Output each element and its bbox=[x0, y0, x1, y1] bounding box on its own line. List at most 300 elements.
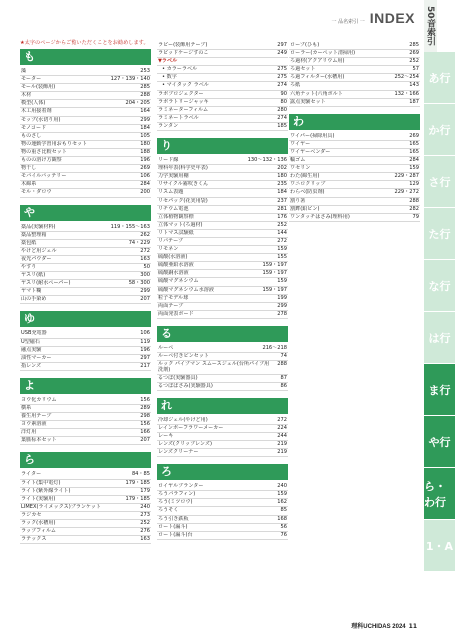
entry-name: 冷却ジェル(やけど用) bbox=[158, 416, 208, 423]
entry-pages: 87 bbox=[280, 374, 287, 381]
section-heading: わ bbox=[289, 114, 420, 130]
index-entry bbox=[157, 295, 288, 303]
index-entry bbox=[20, 133, 151, 141]
entry-pages: 180 bbox=[140, 140, 150, 147]
entry-name: リサイクル霧吹きくん bbox=[158, 181, 209, 188]
entry-name: ルック パイプマン スムースジェル(台所パイプ用洗剤) bbox=[158, 361, 270, 374]
entry-pages: 253 bbox=[140, 68, 150, 74]
index-entry bbox=[289, 189, 420, 197]
entry-name: ロート(漏斗) bbox=[158, 523, 188, 530]
index-entry bbox=[20, 280, 151, 288]
entry-name: ラピッドケージすのこ bbox=[158, 50, 209, 57]
entry-name: レインボーフラワーメーカー bbox=[158, 424, 224, 431]
entry-pages: 207 bbox=[140, 296, 150, 303]
entry-pages: 85 bbox=[280, 507, 287, 514]
index-entry bbox=[20, 437, 151, 445]
index-entry bbox=[20, 76, 151, 84]
kana-tab[interactable]: や行 bbox=[424, 416, 455, 468]
entry-name: 両面発表ボード bbox=[158, 310, 194, 317]
index-entry bbox=[20, 117, 151, 125]
entry-name: ルーペ bbox=[158, 344, 174, 351]
entry-name: ラビー(装飾用テープ) bbox=[158, 42, 208, 48]
entry-name: わらべ(防虫剤) bbox=[290, 189, 325, 196]
entry-pages: 297 bbox=[277, 42, 287, 48]
index-entry bbox=[157, 206, 288, 214]
entry-pages: 219 bbox=[277, 440, 287, 447]
entry-pages: 90 bbox=[280, 90, 287, 97]
entry-pages: 199 bbox=[277, 294, 287, 301]
entry-pages: 272 bbox=[140, 247, 150, 254]
entry-name: ワイヤー bbox=[290, 140, 311, 147]
index-entry bbox=[157, 115, 288, 123]
index-entry bbox=[289, 149, 420, 157]
index-entry bbox=[289, 165, 420, 173]
entry-name: リード線 bbox=[158, 157, 179, 164]
section-heading: ら bbox=[20, 452, 151, 468]
entry-pages: 300 bbox=[140, 272, 150, 279]
index-entry bbox=[20, 141, 151, 149]
index-entry bbox=[20, 224, 151, 232]
entry-pages: 252 bbox=[140, 520, 150, 527]
entry-name: 山の手染め bbox=[21, 296, 47, 303]
entry-name: ろうバラフィン) bbox=[158, 491, 196, 498]
entry-name: るつぼばさみ(実験器具) bbox=[158, 382, 213, 389]
index-entry bbox=[20, 488, 151, 496]
entry-name: ラボプロジェクター bbox=[158, 90, 204, 97]
entry-name: 洋灯用 bbox=[21, 429, 37, 436]
entry-pages: 207 bbox=[140, 437, 150, 444]
entry-name: ろ過セット bbox=[290, 66, 316, 73]
index-entry bbox=[20, 288, 151, 296]
entry-name: 理科年表(科学史年表) bbox=[158, 165, 208, 172]
index-entry bbox=[20, 240, 151, 248]
entry-pages: 252〜254 bbox=[394, 74, 419, 81]
entry-name: モバイルバッテリー bbox=[21, 173, 67, 180]
index-title: INDEX bbox=[369, 10, 415, 26]
entry-pages: 143 bbox=[409, 82, 419, 89]
section-heading: よ bbox=[20, 378, 151, 394]
entry-pages: 129 bbox=[409, 181, 419, 188]
entry-name: 粒子モデル球 bbox=[158, 294, 189, 301]
entry-pages: 282 bbox=[409, 205, 419, 212]
index-entry bbox=[20, 413, 151, 421]
entry-name: 油性マーカー bbox=[21, 354, 52, 361]
entry-name: 硫酸マグネシウム水溶液 bbox=[158, 286, 214, 293]
section-heading: れ bbox=[157, 398, 288, 414]
entry-pages: 162 bbox=[277, 499, 287, 506]
entry-name: ろ過材(アクアリウム用) bbox=[290, 58, 345, 65]
index-entry bbox=[157, 417, 288, 425]
entry-name: ろ紙 bbox=[290, 82, 301, 89]
entry-name: ワンタッチはさみ(理科用) bbox=[290, 213, 350, 220]
entry-name: ものさし bbox=[21, 132, 42, 139]
entry-name: USB充電器 bbox=[21, 330, 47, 337]
entry-pages: 165 bbox=[409, 140, 419, 147]
entry-pages: 299 bbox=[140, 116, 150, 123]
index-column-3 bbox=[289, 42, 420, 228]
entry-name: 葉脈标本セット bbox=[21, 437, 57, 444]
index-section bbox=[20, 311, 151, 370]
entry-name: ルーペ付きピンセット bbox=[158, 353, 209, 359]
entry-pages: 269 bbox=[140, 165, 150, 172]
index-entry bbox=[20, 339, 151, 347]
entry-pages: 289 bbox=[140, 405, 150, 411]
index-section bbox=[20, 452, 151, 544]
entry-pages: 159・197 bbox=[262, 286, 287, 293]
entry-name: ろう引き鉄板 bbox=[158, 515, 189, 522]
entry-pages: 164 bbox=[140, 108, 150, 115]
index-entry bbox=[20, 181, 151, 189]
entry-pages: 280 bbox=[277, 106, 287, 113]
section-heading: も bbox=[20, 49, 151, 65]
index-entry bbox=[20, 149, 151, 157]
index-entry bbox=[289, 173, 420, 181]
index-entry bbox=[20, 189, 151, 197]
entry-pages: 224 bbox=[277, 424, 287, 431]
index-entry bbox=[20, 512, 151, 520]
entry-pages: 269 bbox=[409, 50, 419, 57]
index-entry bbox=[20, 480, 151, 488]
entry-name: ヤマト糊 bbox=[21, 288, 42, 295]
entry-pages: 235 bbox=[277, 181, 287, 188]
index-entry bbox=[20, 347, 151, 355]
footer-brand: 理科UCHIDAS 2024 bbox=[351, 624, 406, 630]
footer bbox=[351, 621, 417, 630]
index-entry bbox=[20, 108, 151, 116]
index-entry bbox=[289, 141, 420, 149]
section-heading: り bbox=[157, 138, 288, 154]
index-entry bbox=[157, 123, 288, 131]
index-entry bbox=[20, 330, 151, 338]
kana-tab[interactable]: た行 bbox=[424, 208, 455, 260]
entry-pages: 299 bbox=[277, 302, 287, 309]
entry-name: 露点実験セット bbox=[290, 98, 326, 105]
entry-name: レーキ bbox=[158, 432, 174, 439]
entry-pages: 159 bbox=[409, 165, 419, 172]
entry-pages: 249 bbox=[277, 50, 287, 57]
entry-pages: 188 bbox=[140, 148, 150, 155]
index-column-2 bbox=[157, 42, 288, 546]
entry-pages: 274 bbox=[277, 114, 287, 121]
index-section bbox=[20, 378, 151, 446]
entry-pages: 274 bbox=[277, 82, 287, 89]
entry-pages: 132・166 bbox=[394, 90, 419, 97]
entry-name: 立体植物観察標 bbox=[158, 213, 194, 220]
entry-name: モル・ダロウ bbox=[21, 189, 52, 196]
entry-pages: 284 bbox=[409, 157, 419, 164]
index-entry bbox=[157, 157, 288, 165]
entry-pages: 179・185 bbox=[125, 479, 150, 486]
entry-pages: 168 bbox=[277, 515, 287, 522]
entry-pages: 284 bbox=[140, 181, 150, 188]
index-entry bbox=[157, 483, 288, 491]
entry-pages: 229・287 bbox=[394, 173, 419, 180]
entry-pages: 281 bbox=[277, 205, 287, 212]
kana-tab[interactable]: さ行 bbox=[424, 156, 455, 208]
entry-pages: 299 bbox=[140, 288, 150, 295]
entry-pages: 184 bbox=[277, 189, 287, 196]
index-entry bbox=[289, 214, 420, 222]
index-entry bbox=[157, 58, 288, 66]
index-entry bbox=[157, 74, 288, 82]
entry-pages: 163 bbox=[140, 255, 150, 262]
entry-name: 指レンズ bbox=[21, 362, 42, 369]
index-entry bbox=[157, 524, 288, 532]
entry-pages: 159・197 bbox=[262, 270, 287, 277]
index-entry bbox=[157, 165, 288, 173]
index-entry bbox=[157, 262, 288, 270]
entry-pages: 219 bbox=[277, 449, 287, 456]
index-section bbox=[20, 49, 151, 198]
entry-pages: 105 bbox=[140, 132, 150, 139]
entry-name: ラテックス bbox=[21, 536, 47, 543]
entry-name: 硫酸銅水溶液 bbox=[158, 270, 189, 277]
kana-tab[interactable]: 1・A bbox=[424, 520, 455, 572]
entry-name: 六角ナット(六角ボルト bbox=[290, 90, 343, 97]
entry-pages: 288 bbox=[140, 92, 150, 99]
entry-name: 割鉾(鉛ピン) bbox=[290, 205, 320, 212]
section-heading: ゆ bbox=[20, 311, 151, 327]
entry-name: リトマス試験紙 bbox=[158, 229, 194, 236]
entry-name: ワイヤーベンダー bbox=[290, 148, 331, 155]
entry-name: るつぼ(実験器具) bbox=[158, 374, 198, 381]
entry-name: ヨウ素溶液 bbox=[21, 421, 47, 428]
entry-name: モーター bbox=[21, 76, 42, 83]
index-entry bbox=[20, 296, 151, 304]
entry-pages: 204・205 bbox=[125, 100, 150, 107]
entry-pages: 179 bbox=[140, 487, 150, 494]
entry-pages: 237 bbox=[277, 197, 287, 204]
entry-pages: 200 bbox=[140, 189, 150, 196]
entry-pages: 187 bbox=[409, 98, 419, 105]
entry-pages: 180 bbox=[277, 173, 287, 180]
index-entry bbox=[20, 397, 151, 405]
entry-name: 養生用テープ bbox=[21, 413, 52, 420]
entry-name: ラック(水槽用) bbox=[21, 520, 56, 527]
entry-name: 薬包紙 bbox=[21, 239, 37, 246]
entry-name: 融点実験 bbox=[21, 346, 42, 353]
index-entry bbox=[20, 429, 151, 437]
kana-sidebar bbox=[424, 0, 455, 644]
entry-pages: 163 bbox=[140, 536, 150, 543]
index-entry bbox=[20, 405, 151, 413]
index-section bbox=[20, 205, 151, 305]
entry-pages: 240 bbox=[140, 503, 150, 510]
index-entry bbox=[20, 272, 151, 280]
entry-name: リモネン bbox=[158, 246, 179, 253]
entry-pages: 244 bbox=[277, 432, 287, 439]
entry-name: 薬品整理箱 bbox=[21, 231, 47, 238]
entry-name: 硫酸亜鉛水溶液 bbox=[158, 262, 194, 269]
entry-name: 物干し bbox=[21, 165, 37, 172]
index-entry bbox=[20, 520, 151, 528]
index-entry bbox=[157, 375, 288, 383]
index-entry bbox=[289, 133, 420, 141]
entry-pages: 119・155〜163 bbox=[110, 223, 150, 230]
entry-pages: 185 bbox=[277, 122, 287, 129]
entry-pages: 74 bbox=[280, 353, 287, 359]
entry-name: ラミネーターフィルム bbox=[158, 106, 209, 113]
index-entry bbox=[20, 125, 151, 133]
entry-pages: 106 bbox=[140, 173, 150, 180]
index-entry bbox=[157, 238, 288, 246]
index-entry bbox=[157, 287, 288, 295]
entry-pages: 74・229 bbox=[128, 239, 150, 246]
entry-pages: 262 bbox=[140, 231, 150, 238]
entry-pages: 275 bbox=[277, 66, 287, 73]
index-entry bbox=[157, 99, 288, 107]
index-entry bbox=[20, 264, 151, 272]
entry-pages: 119 bbox=[140, 338, 150, 345]
entry-name: 輪ゴム bbox=[290, 157, 306, 164]
entry-name: ラジカセ bbox=[21, 511, 42, 518]
entry-pages: 84・85 bbox=[131, 471, 150, 478]
index-entry bbox=[157, 222, 288, 230]
kana-tab[interactable]: な行 bbox=[424, 260, 455, 312]
index-entry bbox=[289, 58, 420, 66]
index-entry bbox=[157, 107, 288, 115]
entry-name: ものの溶け方観察 bbox=[21, 157, 62, 164]
entry-pages: 76 bbox=[280, 531, 287, 538]
entry-pages: 165 bbox=[409, 148, 419, 155]
entry-pages: 156 bbox=[140, 421, 150, 428]
index-entry bbox=[157, 246, 288, 254]
index-header bbox=[332, 10, 415, 26]
entry-name: わた(綿生用) bbox=[290, 173, 320, 180]
entry-pages: 156 bbox=[140, 396, 150, 403]
entry-pages: 252 bbox=[409, 58, 419, 65]
index-column-1 bbox=[20, 42, 151, 550]
entry-name: レンズ(クリップレンズ) bbox=[158, 440, 212, 447]
entry-pages: 229・272 bbox=[394, 189, 419, 196]
entry-pages: 80 bbox=[280, 98, 287, 105]
entry-name: 木材 bbox=[21, 92, 32, 99]
entry-pages: 58・300 bbox=[128, 280, 150, 287]
entry-name: 両面テープ bbox=[158, 302, 184, 309]
index-entry bbox=[289, 50, 420, 58]
index-entry bbox=[157, 441, 288, 449]
entry-pages: 176 bbox=[277, 213, 287, 220]
entry-pages: 79 bbox=[412, 213, 419, 220]
entry-name: ラップフィルム bbox=[21, 528, 56, 535]
entry-pages: 196 bbox=[140, 346, 150, 353]
index-section bbox=[289, 114, 420, 222]
entry-name: モップ(水切り用) bbox=[21, 116, 61, 123]
entry-name: ライト(集中電灯) bbox=[21, 479, 61, 486]
index-entry bbox=[289, 157, 420, 165]
index-entry bbox=[157, 532, 288, 540]
section-heading: る bbox=[157, 326, 288, 342]
kana-tab[interactable]: ら・わ行 bbox=[424, 468, 455, 520]
entry-name: リチウム電池 bbox=[158, 205, 189, 212]
index-entry bbox=[157, 491, 288, 499]
entry-pages: 159 bbox=[277, 246, 287, 253]
entry-pages: 298 bbox=[140, 413, 150, 420]
index-entry bbox=[289, 198, 420, 206]
index-entry bbox=[157, 425, 288, 433]
index-entry bbox=[157, 449, 288, 457]
entry-name: レンズクリーナー bbox=[158, 449, 199, 456]
section-heading: や bbox=[20, 205, 151, 221]
entry-name: 割り箸 bbox=[290, 197, 306, 204]
entry-pages: 86 bbox=[280, 382, 287, 389]
index-entry bbox=[157, 383, 288, 391]
entry-name: 薬品(実験材料) bbox=[21, 223, 56, 230]
index-entry bbox=[20, 173, 151, 181]
kana-tab[interactable]: は行 bbox=[424, 312, 455, 364]
entry-pages: 288 bbox=[409, 197, 419, 204]
index-entry bbox=[20, 248, 151, 256]
entry-pages: 196 bbox=[140, 157, 150, 164]
entry-pages: 57 bbox=[412, 66, 419, 73]
notice-text: ★太字のページからご覧いただくことをお勧めします。 bbox=[20, 40, 149, 46]
entry-name: 硫酸マグネシウム bbox=[158, 278, 199, 285]
index-entry bbox=[20, 68, 151, 76]
index-entry bbox=[157, 303, 288, 311]
index-entry bbox=[157, 173, 288, 181]
index-entry bbox=[157, 507, 288, 515]
entry-name: LIMEX(ライメックス)ブランケット bbox=[21, 503, 101, 510]
entry-name: ヤスリ(耐水ペーパー) bbox=[21, 280, 71, 287]
index-entry bbox=[289, 206, 420, 214]
index-section bbox=[157, 42, 288, 131]
index-entry bbox=[20, 165, 151, 173]
entry-name: 夜光パウダー bbox=[21, 255, 52, 262]
entry-pages: 159 bbox=[277, 278, 287, 285]
entry-name: ろ過フィルター(水槽用) bbox=[290, 74, 345, 81]
entry-name: 藻 bbox=[21, 68, 27, 74]
entry-name: ヨウ化カリウム bbox=[21, 396, 57, 403]
entry-pages: 276 bbox=[140, 528, 150, 535]
index-entry bbox=[157, 214, 288, 222]
index-entry bbox=[157, 311, 288, 319]
index-entry bbox=[20, 528, 151, 536]
entry-pages: 50 bbox=[143, 263, 150, 270]
kana-tab[interactable]: あ行 bbox=[424, 52, 455, 104]
index-entry bbox=[157, 353, 288, 361]
entry-name: ワニロクリップ bbox=[290, 181, 326, 188]
entry-pages: 216〜218 bbox=[262, 344, 287, 351]
entry-name: ロープ(ひも) bbox=[290, 42, 320, 48]
index-entry bbox=[157, 278, 288, 286]
kana-tab[interactable]: か行 bbox=[424, 104, 455, 156]
index-section bbox=[157, 464, 288, 540]
entry-name: リセパック(花実用袋) bbox=[158, 197, 208, 204]
index-entry bbox=[157, 270, 288, 278]
index-entry bbox=[20, 157, 151, 165]
entry-name: ライト(実験用) bbox=[21, 495, 56, 502]
entry-pages: 273 bbox=[140, 511, 150, 518]
entry-pages: 184 bbox=[140, 124, 150, 131]
entry-name: 物の運動学習用おもりセット bbox=[21, 140, 88, 147]
entry-name: ろうそく bbox=[158, 507, 179, 514]
index-entry bbox=[289, 66, 420, 74]
index-entry bbox=[157, 198, 288, 206]
entry-pages: 275 bbox=[277, 74, 287, 81]
entry-name: 力学実験用棚 bbox=[158, 173, 189, 180]
kana-tab[interactable]: ま行 bbox=[424, 364, 455, 416]
index-entry bbox=[20, 232, 151, 240]
entry-pages: 127・139・140 bbox=[110, 76, 150, 83]
entry-name: ワイパー(掃除用具) bbox=[290, 132, 335, 139]
entry-pages: 166 bbox=[140, 429, 150, 436]
index-entry bbox=[20, 256, 151, 264]
entry-pages: 240 bbox=[277, 483, 287, 490]
entry-name: ▼ラベル bbox=[158, 58, 178, 65]
entry-name: モール(装飾用) bbox=[21, 84, 56, 91]
index-entry bbox=[20, 504, 151, 512]
entry-name: ラミネートラベル bbox=[158, 114, 199, 121]
